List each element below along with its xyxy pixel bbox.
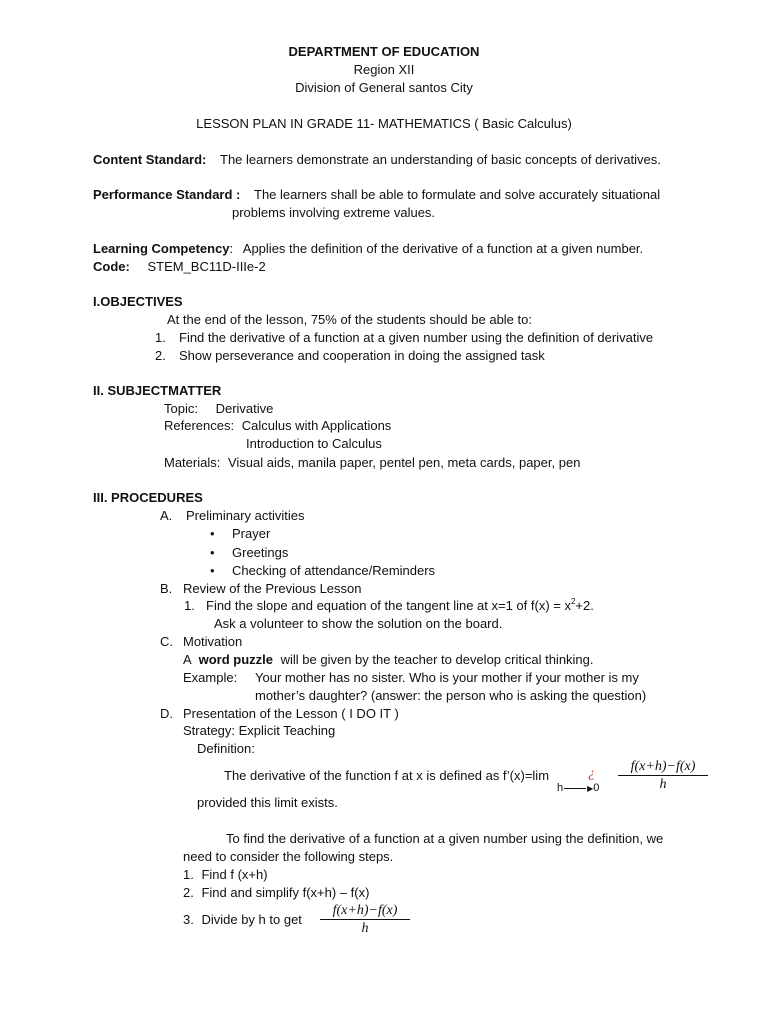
section-title: Review of the Previous Lesson xyxy=(183,581,362,596)
materials-label: Materials: xyxy=(164,455,221,470)
topic-label: Topic: xyxy=(164,401,198,416)
section-letter: B. xyxy=(160,581,173,596)
provided-line: provided this limit exists. xyxy=(197,795,338,810)
difference-quotient xyxy=(618,758,708,793)
definition-label: Definition: xyxy=(197,741,255,756)
references-label: References: xyxy=(164,418,235,433)
section-letter: C. xyxy=(160,634,173,649)
review-number: 1. xyxy=(184,598,195,613)
bullet-item xyxy=(210,526,271,542)
step-item-2 xyxy=(183,885,369,901)
step-number: 3. xyxy=(183,912,194,927)
division-line: Division of General santos City xyxy=(295,80,473,95)
materials-line xyxy=(164,455,580,471)
bullet-text: Prayer xyxy=(232,526,271,541)
section-c xyxy=(160,634,243,650)
objective-text: Show perseverance and cooperation in doing the assigned task xyxy=(179,348,545,363)
content-standard xyxy=(93,152,661,168)
section-letter: A. xyxy=(160,508,173,523)
example-text-cont: mother’s daughter? (answer: the person who is asking the question) xyxy=(255,688,647,703)
code-label: Code: xyxy=(93,259,130,274)
section-b xyxy=(160,581,362,597)
bullet-text: Checking of attendance/Reminders xyxy=(232,563,436,578)
bullet-icon: • xyxy=(210,563,215,578)
review-text-tail: +2. xyxy=(575,598,594,613)
objectives-intro: At the end of the lesson, 75% of the students should be able to: xyxy=(167,312,532,327)
performance-standard xyxy=(93,187,660,203)
step-text: Divide by h to get xyxy=(201,912,302,927)
lesson-plan-title: LESSON PLAN IN GRADE 11- MATHEMATICS ( Basic Calculus) xyxy=(196,116,572,131)
objective-number: 1. xyxy=(155,330,166,345)
procedures-heading: III. PROCEDURES xyxy=(93,490,203,505)
bullet-item xyxy=(210,545,289,561)
reference-2: Introduction to Calculus xyxy=(246,436,382,451)
topic-value: Derivative xyxy=(215,401,274,416)
definition-text: The derivative of the function f at x is defined as f’(x)=lim xyxy=(224,768,550,783)
bullet-text: Greetings xyxy=(232,545,289,560)
section-d xyxy=(160,706,399,722)
step-number: 1. xyxy=(183,867,194,882)
section-title: Preliminary activities xyxy=(186,508,305,523)
review-text-main: Find the slope and equation of the tangent line at x=1 of f(x) = x xyxy=(206,598,571,613)
fraction-denominator: h xyxy=(659,777,667,792)
materials-value: Visual aids, manila paper, pentel pen, meta cards, paper, pen xyxy=(227,455,581,470)
bullet-icon: • xyxy=(210,545,215,560)
limit-variable: h xyxy=(557,782,564,794)
objective-item-2 xyxy=(155,348,545,364)
section-a xyxy=(160,508,305,524)
region-line: Region XII xyxy=(353,62,415,77)
topic-line xyxy=(164,401,273,417)
motivation-a: A xyxy=(183,652,191,667)
objective-item-1 xyxy=(155,330,654,346)
objectives-heading: I.OBJECTIVES xyxy=(93,294,183,309)
step-text: Find and simplify f(x+h) – f(x) xyxy=(201,885,370,900)
arrow-icon: ▶ xyxy=(587,784,594,793)
fraction-numerator: f(x+h)−f(x) xyxy=(332,903,398,918)
reference-1: Calculus with Applications xyxy=(241,418,392,433)
steps-intro: To find the derivative of a function at a given number using the definition, we xyxy=(226,831,664,846)
section-title: Motivation xyxy=(183,634,243,649)
section-letter: D. xyxy=(160,706,173,721)
step-item-3 xyxy=(183,912,302,928)
bullet-icon: • xyxy=(210,526,215,541)
competency-text: Applies the definition of the derivative of a function at a given number. xyxy=(242,241,644,256)
subject-matter-heading: II. SUBJECTMATTER xyxy=(93,383,222,398)
objective-text: Find the derivative of a function at a given number using the definition of derivative xyxy=(179,330,654,345)
performance-standard-label: Performance Standard : xyxy=(93,187,241,202)
example-line xyxy=(183,670,639,686)
code-text: STEM_BC11D-IIIe-2 xyxy=(147,259,266,274)
performance-standard-text: The learners shall be able to formulate and solve accurately situational xyxy=(254,187,661,202)
strategy-line: Strategy: Explicit Teaching xyxy=(183,723,336,738)
review-text xyxy=(206,598,594,614)
exponent: 2 xyxy=(570,597,576,606)
example-text: Your mother has no sister. Who is your mother if your mother is my xyxy=(255,670,639,685)
step-number: 2. xyxy=(183,885,194,900)
content-standard-text: The learners demonstrate an understanding of basic concepts of derivatives. xyxy=(220,152,661,167)
competency-colon: : xyxy=(229,241,234,256)
fraction-denominator: h xyxy=(361,921,369,936)
learning-competency xyxy=(93,241,643,257)
bullet-item xyxy=(210,563,436,579)
step-item-1 xyxy=(183,867,268,883)
motivation-rest: will be given by the teacher to develop critical thinking. xyxy=(280,652,594,667)
motivation-line xyxy=(183,652,594,668)
fraction-numerator: f(x+h)−f(x) xyxy=(630,759,696,774)
step-text: Find f (x+h) xyxy=(201,867,268,882)
definition-marker: ¿ xyxy=(588,766,595,781)
limit-value: 0 xyxy=(593,782,600,794)
step-3-fraction xyxy=(320,902,410,937)
references-line xyxy=(164,418,391,434)
limit-arrow-line xyxy=(564,788,586,789)
steps-intro-cont: need to consider the following steps. xyxy=(183,849,394,864)
example-label: Example: xyxy=(183,670,238,685)
review-item-1 xyxy=(184,597,594,614)
word-puzzle: word puzzle xyxy=(198,652,273,667)
performance-standard-text-cont: problems involving extreme values. xyxy=(232,205,436,220)
content-standard-label: Content Standard: xyxy=(93,152,207,167)
code-line xyxy=(93,259,266,275)
limit-subscript xyxy=(557,780,599,797)
section-title: Presentation of the Lesson ( I DO IT ) xyxy=(183,706,399,721)
review-item-line2: Ask a volunteer to show the solution on the board. xyxy=(214,616,503,631)
department-heading: DEPARTMENT OF EDUCATION xyxy=(288,44,480,59)
objective-number: 2. xyxy=(155,348,166,363)
competency-label: Learning Competency xyxy=(93,241,230,256)
